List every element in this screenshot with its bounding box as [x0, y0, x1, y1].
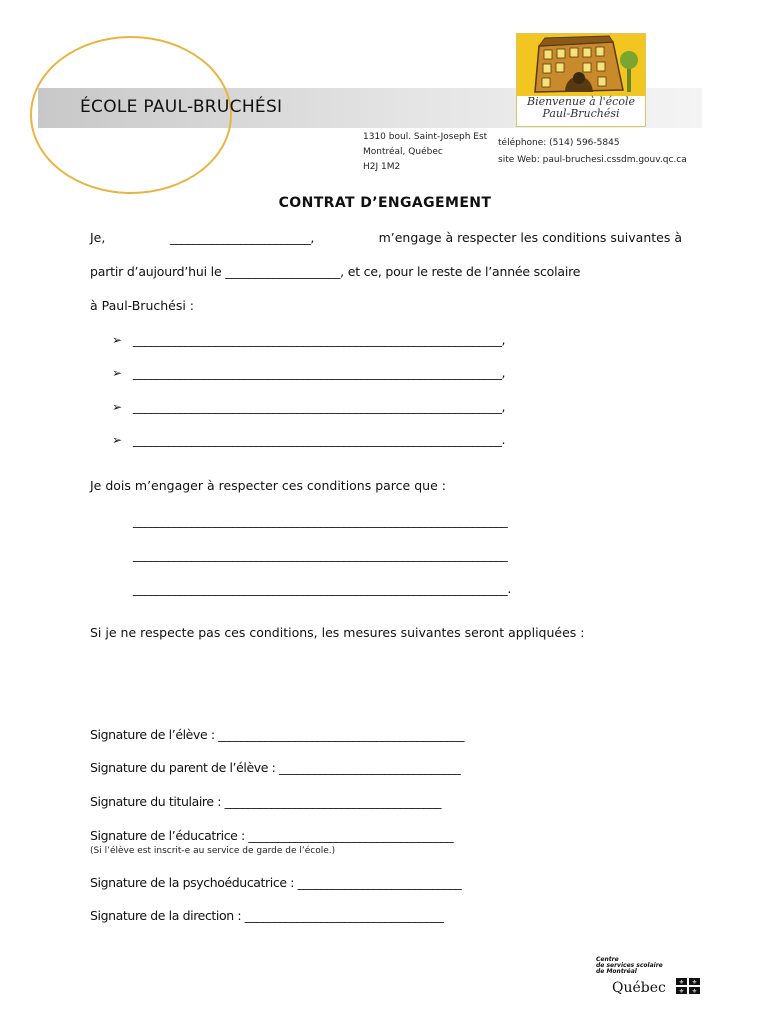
reason-prompt: Je dois m’engager à respecter ces conditions parce que :: [90, 478, 446, 493]
arrow-bullet-icon: ➢: [112, 400, 123, 414]
intro-line-3: à Paul-Bruchési :: [90, 298, 195, 313]
address-line1: 1310 boul. Saint-Joseph Est: [363, 132, 488, 142]
condition-field[interactable]: _______________________________________________________________.: [133, 432, 506, 447]
quebec-wordmark: [612, 977, 666, 996]
reason-field[interactable]: ________________________________________________________________: [133, 547, 508, 562]
website-link: site Web: paul-bruchesi.cssdm.gouv.qc.ca: [498, 155, 687, 165]
svg-text:⚜: ⚜: [678, 979, 685, 986]
address-line2: Montréal, Québec: [363, 147, 443, 157]
address-line3: H2J 1M2: [363, 162, 401, 172]
signature-direction-field[interactable]: Signature de la direction : __________________________________: [90, 908, 444, 923]
educator-note: (Si l’élève est inscrit-e au service de garde de l’école.): [90, 846, 336, 856]
condition-field[interactable]: _______________________________________________________________,: [133, 399, 506, 414]
logo-caption-line1: Bienvenue à l'école: [526, 95, 635, 108]
document-title: CONTRAT D’ENGAGEMENT: [278, 195, 492, 211]
signature-teacher-field[interactable]: Signature du titulaire : _____________________________________: [90, 794, 442, 809]
svg-text:⚜: ⚜: [678, 988, 685, 994]
cssdm-quebec-logo: [596, 957, 708, 997]
school-building-icon: [517, 34, 645, 96]
signature-psychoeducator-field[interactable]: Signature de la psychoéducatrice : ____________________________: [90, 875, 462, 890]
logo-caption: [517, 96, 645, 120]
condition-field[interactable]: _______________________________________________________________,: [133, 332, 506, 347]
intro-line-1: [90, 230, 682, 245]
school-logo: [516, 33, 646, 127]
signature-educator-field[interactable]: Signature de l’éducatrice : ___________________________________: [90, 828, 454, 843]
reason-field[interactable]: ________________________________________________________________.: [133, 581, 511, 596]
quebec-label: Québec: [612, 980, 666, 996]
intro-engage: m’engage à respecter les conditions suivantes à: [378, 230, 682, 245]
org-line1: Centre: [596, 956, 619, 963]
school-contact: [498, 135, 687, 169]
signature-student-field[interactable]: Signature de l’élève : __________________________________________: [90, 727, 464, 742]
org-line3: de Montréal: [596, 968, 637, 975]
arrow-bullet-icon: ➢: [112, 433, 123, 447]
svg-text:⚜: ⚜: [691, 988, 698, 994]
signature-parent-field[interactable]: Signature du parent de l’élève : _______________________________: [90, 760, 461, 775]
logo-caption-line2: Paul-Bruchési: [542, 107, 620, 120]
intro-line-2: partir d’aujourd’hui le ___________________, et ce, pour le reste de l’année scolaire: [90, 264, 581, 279]
school-name: ÉCOLE PAUL-BRUCHÉSI: [80, 97, 283, 117]
arrow-bullet-icon: ➢: [112, 366, 123, 380]
arrow-bullet-icon: ➢: [112, 333, 123, 347]
intro-je: Je,: [90, 230, 106, 245]
student-name-field[interactable]: ________________________,: [169, 230, 314, 245]
school-address: [363, 130, 487, 175]
svg-text:⚜: ⚜: [691, 979, 698, 986]
measures-prompt: Si je ne respecte pas ces conditions, les mesures suivantes seront appliquées :: [90, 625, 585, 640]
org-line2: de services scolaire: [596, 962, 663, 969]
reason-field[interactable]: ________________________________________________________________: [133, 513, 508, 528]
phone-number: téléphone: (514) 596-5845: [498, 138, 620, 148]
quebec-flag-icon: [676, 978, 700, 994]
condition-field[interactable]: _______________________________________________________________,: [133, 365, 506, 380]
